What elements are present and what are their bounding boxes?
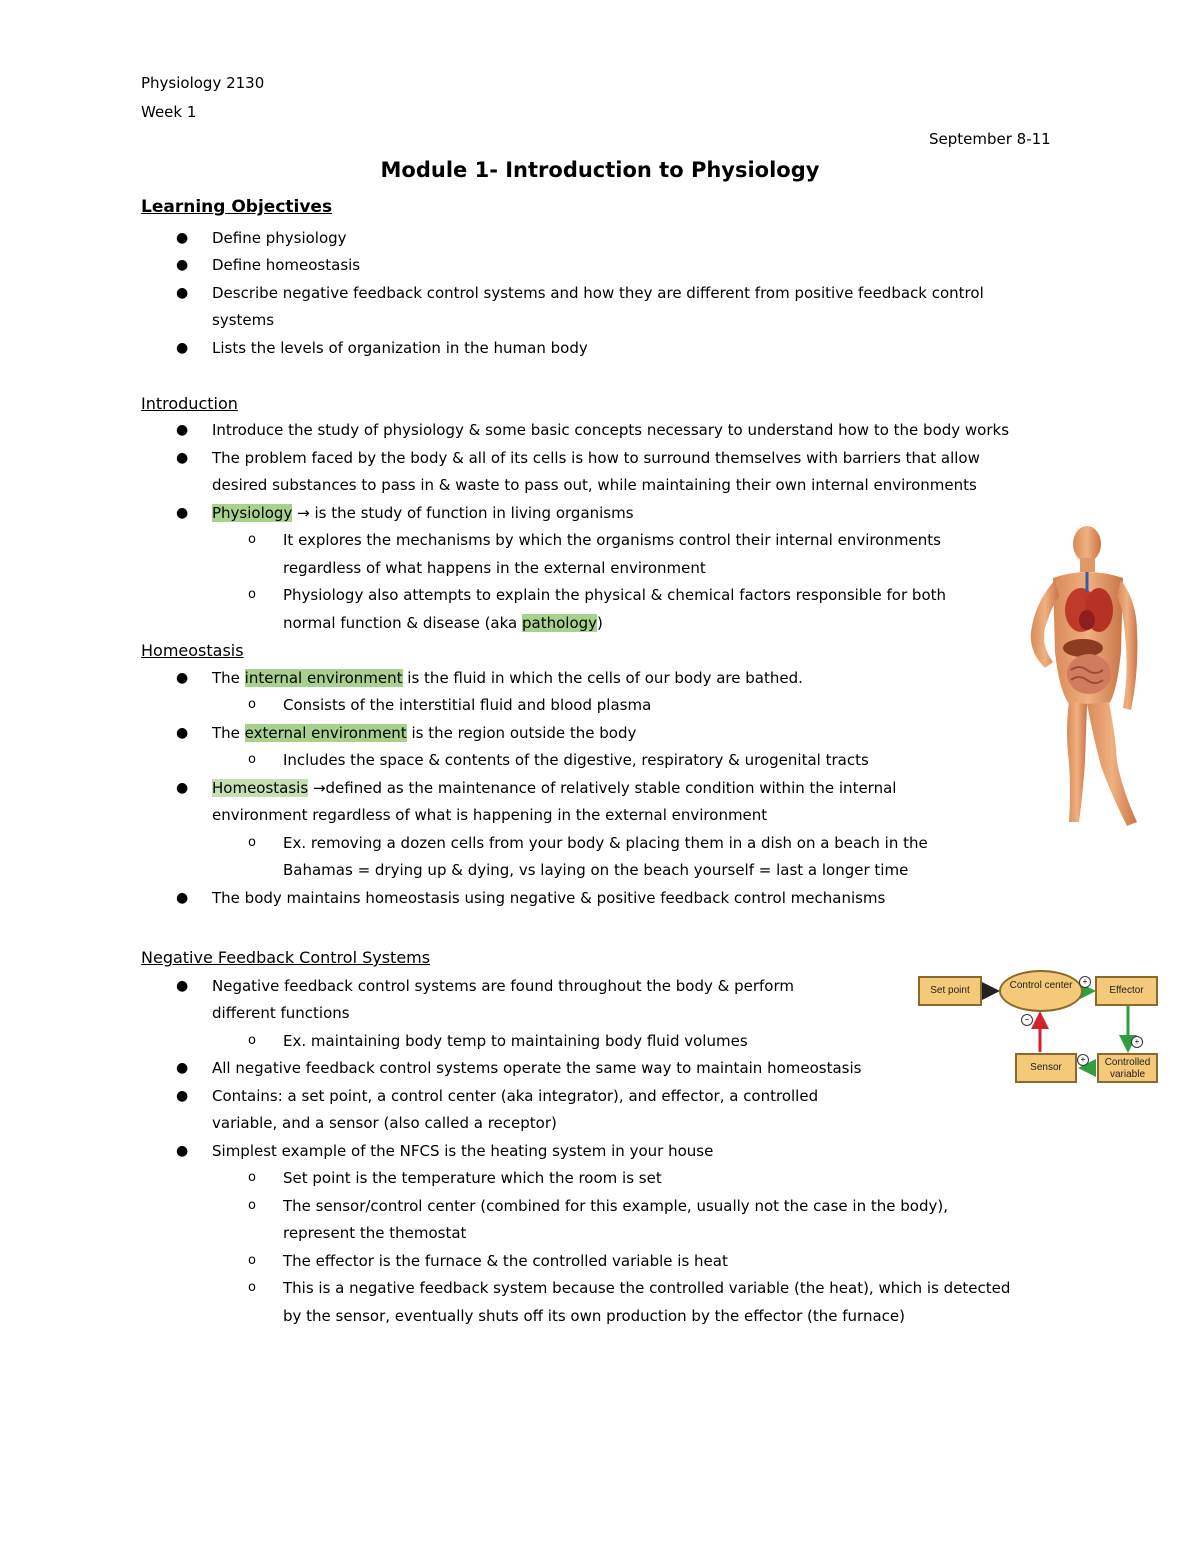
page-title: Module 1- Introduction to Physiology	[380, 158, 820, 182]
sub-bullet-icon: o	[248, 752, 256, 767]
bullet-icon: ●	[176, 978, 189, 994]
bullet-icon: ●	[176, 725, 189, 741]
homeostasis-item: The body maintains homeostasis using negative & positive feedback control mechanisms	[212, 889, 886, 907]
set-point-box: Set point	[918, 976, 982, 1006]
plus-sign-icon: +	[1079, 976, 1091, 988]
intro-item-continued: desired substances to pass in & waste to pass out, while maintaining their own internal environments	[212, 476, 977, 494]
controlled-variable-box: Controlled variable	[1097, 1053, 1158, 1083]
bullet-icon: ●	[176, 670, 189, 686]
objective-item: Define physiology	[212, 229, 347, 247]
homeostasis-subitem-continued: Bahamas = drying up & dying, vs laying on the beach yourself = last a longer time	[283, 861, 909, 879]
intro-subitem: Physiology also attempts to explain the physical & chemical factors responsible for both	[283, 586, 947, 604]
nfcs-item: Negative feedback control systems are found throughout the body & perform	[212, 977, 794, 995]
bullet-icon: ●	[176, 1143, 189, 1159]
control-center-oval: Control center	[999, 970, 1083, 1012]
week-label: Week 1	[141, 103, 197, 121]
bullet-icon: ●	[176, 257, 189, 273]
date-range: September 8-11	[929, 130, 1051, 148]
objective-item-continued: systems	[212, 311, 275, 329]
nfcs-subitem: This is a negative feedback system because the controlled variable (the heat), which is detected	[283, 1279, 1011, 1297]
intro-item-physiology: Physiology → is the study of function in living organisms	[212, 504, 634, 522]
liver-organ	[1063, 639, 1103, 657]
learning-objectives-heading: Learning Objectives	[141, 197, 333, 217]
homeostasis-item: The external environment is the region outside the body	[212, 724, 637, 742]
bullet-icon: ●	[176, 505, 189, 521]
nfcs-subitem: The sensor/control center (combined for this example, usually not the case in the body),	[283, 1197, 948, 1215]
highlighted-term: external environment	[244, 724, 407, 742]
objective-item: Lists the levels of organization in the human body	[212, 339, 588, 357]
homeostasis-item-continued: environment regardless of what is happening in the external environment	[212, 806, 768, 824]
nfcs-item: All negative feedback control systems operate the same way to maintain homeostasis	[212, 1059, 862, 1077]
highlighted-term: Physiology	[212, 504, 293, 522]
nfcs-subitem-continued: represent the themostat	[283, 1224, 467, 1242]
feedback-loop-diagram	[915, 968, 1160, 1086]
sub-bullet-icon: o	[248, 1253, 256, 1268]
highlighted-term: pathology	[522, 614, 598, 632]
homeostasis-heading: Homeostasis	[141, 641, 244, 660]
sub-bullet-icon: o	[248, 587, 256, 602]
nfcs-subitem-continued: by the sensor, eventually shuts off its own production by the effector (the furnace)	[283, 1307, 905, 1325]
sub-bullet-icon: o	[248, 1280, 256, 1295]
left-leg-shape	[1067, 702, 1087, 822]
intro-item: Introduce the study of physiology & some basic concepts necessary to understand how to the body works	[212, 421, 1010, 439]
head-shape	[1073, 526, 1101, 562]
highlighted-term: Homeostasis	[212, 779, 309, 797]
sub-bullet-icon: o	[248, 532, 256, 547]
bullet-icon: ●	[176, 340, 189, 356]
nfcs-item: Contains: a set point, a control center (aka integrator), and effector, a controlled	[212, 1087, 819, 1105]
nfcs-subitem: The effector is the furnace & the controlled variable is heat	[283, 1252, 728, 1270]
nfcs-item-continued: different functions	[212, 1004, 350, 1022]
bullet-icon: ●	[176, 422, 189, 438]
right-leg-shape	[1087, 702, 1137, 826]
nfcs-item-continued: variable, and a sensor (also called a receptor)	[212, 1114, 557, 1132]
intestines-organ	[1067, 654, 1111, 694]
course-name: Physiology 2130	[141, 74, 265, 92]
effector-box: Effector	[1095, 976, 1158, 1006]
nfcs-subitem: Set point is the temperature which the room is set	[283, 1169, 662, 1187]
highlighted-term: internal environment	[244, 669, 403, 687]
bullet-icon: ●	[176, 230, 189, 246]
bullet-icon: ●	[176, 1088, 189, 1104]
sub-bullet-icon: o	[248, 1033, 256, 1048]
sub-bullet-icon: o	[248, 1198, 256, 1213]
intro-subitem-continued: regardless of what happens in the external environment	[283, 559, 706, 577]
homeostasis-item: The internal environment is the fluid in which the cells of our body are bathed.	[212, 669, 803, 687]
homeostasis-subitem: Ex. removing a dozen cells from your body & placing them in a dish on a beach in the	[283, 834, 928, 852]
sensor-box: Sensor	[1015, 1053, 1077, 1083]
homeostasis-subitem: Consists of the interstitial fluid and blood plasma	[283, 696, 652, 714]
bullet-icon: ●	[176, 450, 189, 466]
homeostasis-item: Homeostasis →defined as the maintenance of relatively stable condition within the internal	[212, 779, 897, 797]
sub-bullet-icon: o	[248, 697, 256, 712]
plus-sign-icon: +	[1077, 1054, 1089, 1066]
bullet-icon: ●	[176, 890, 189, 906]
homeostasis-subitem: Includes the space & contents of the digestive, respiratory & urogenital tracts	[283, 751, 869, 769]
plus-sign-icon: +	[1131, 1036, 1143, 1048]
objective-item: Describe negative feedback control systems and how they are different from positive feedback control	[212, 284, 984, 302]
bullet-icon: ●	[176, 1060, 189, 1076]
introduction-heading: Introduction	[141, 394, 238, 413]
minus-sign-icon: −	[1021, 1014, 1033, 1026]
bullet-icon: ●	[176, 285, 189, 301]
intro-subitem: It explores the mechanisms by which the organisms control their internal environments	[283, 531, 941, 549]
human-anatomy-illustration	[1025, 522, 1155, 834]
sub-bullet-icon: o	[248, 835, 256, 850]
bullet-icon: ●	[176, 780, 189, 796]
sub-bullet-icon: o	[248, 1170, 256, 1185]
intro-subitem-continued: normal function & disease (aka pathology)	[283, 614, 603, 632]
nfcs-item: Simplest example of the NFCS is the heating system in your house	[212, 1142, 714, 1160]
nfcs-heading: Negative Feedback Control Systems	[141, 948, 431, 967]
nfcs-subitem: Ex. maintaining body temp to maintaining body fluid volumes	[283, 1032, 748, 1050]
intro-item: The problem faced by the body & all of its cells is how to surround themselves with barriers that allow	[212, 449, 980, 467]
objective-item: Define homeostasis	[212, 256, 361, 274]
